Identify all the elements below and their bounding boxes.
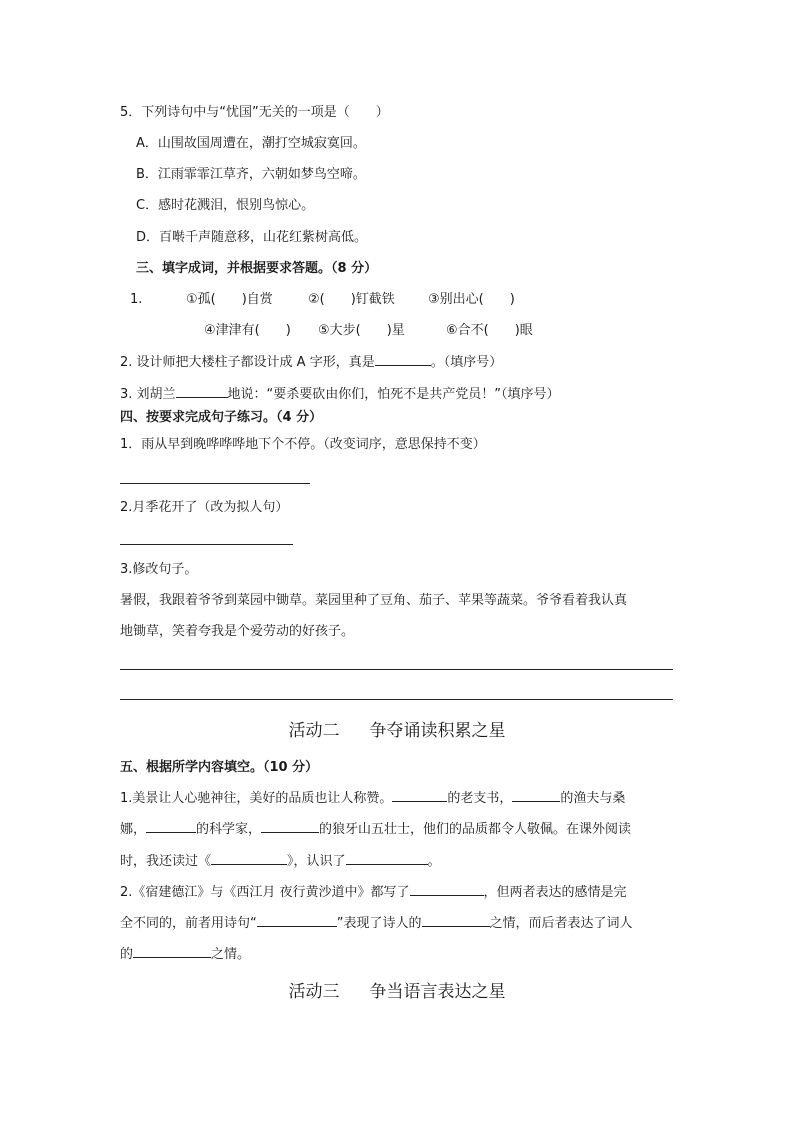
section5-p2-text: 之情，而后者表达了词人 <box>489 916 633 931</box>
answer-blank[interactable] <box>346 852 428 865</box>
answer-line[interactable] <box>120 669 673 670</box>
section5-title: 五、根据所学内容填空。（10 分） <box>120 760 319 775</box>
answer-line[interactable] <box>120 544 293 545</box>
word-item-3: ③别出心( ) <box>428 292 515 307</box>
section3-q2 <box>120 353 502 372</box>
q5-option-d: D．百啭千声随意移，山花红紫树高低。 <box>136 230 368 245</box>
section5-p2-text: 2.《宿建德江》与《西江月 夜行黄沙道中》都写了 <box>120 885 410 900</box>
section4-q1: 1．雨从早到晚哗哗哗地下个不停。（改变词序，意思保持不变） <box>120 437 486 452</box>
answer-blank[interactable] <box>176 385 228 398</box>
answer-blank[interactable] <box>410 883 484 896</box>
word-item-6: ⑥合不( )眼 <box>446 323 533 338</box>
section4-q3-passage-line-1: 暑假，我跟着爷爷到菜园中锄草。菜园里种了豆角、茄子、苹果等蔬菜。爷爷看着我认真 <box>120 593 628 608</box>
section5-p2-line-2 <box>120 914 633 933</box>
activity3-heading <box>0 981 794 1003</box>
answer-blank[interactable] <box>133 945 211 958</box>
section5-p2-text: 之情。 <box>211 947 251 962</box>
section4-q3: 3.修改句子。 <box>120 562 198 577</box>
section5-p1-line-3 <box>120 852 441 871</box>
section5-p1-text: 时，我还读过《 <box>120 854 212 869</box>
answer-line[interactable] <box>120 483 310 484</box>
activity2-title: 争夺诵读积累之星 <box>369 721 506 741</box>
activity2-label: 活动二 <box>288 721 340 741</box>
answer-line[interactable] <box>120 699 673 700</box>
word-item-4: ④津津有( ) <box>204 323 291 338</box>
activity3-title: 争当语言表达之星 <box>369 982 506 1002</box>
answer-blank[interactable] <box>257 914 337 927</box>
section5-p1-line-2 <box>120 820 631 839</box>
section3-q3-suffix: 地说：“要杀要砍由你们，怕死不是共产党员！”（填序号） <box>227 387 560 402</box>
section5-p1-text: 的狼牙山五壮士，他们的品质都令人敬佩。在课外阅读 <box>319 822 632 837</box>
section5-p1-text: 》，认识了 <box>287 854 346 869</box>
answer-blank[interactable] <box>392 789 447 802</box>
section5-p1-line-1 <box>120 789 625 808</box>
answer-blank[interactable] <box>261 820 319 833</box>
section3-q2-suffix: 。（填序号） <box>430 355 503 370</box>
q5-option-a: A．山围故国周遭在，潮打空城寂寞回。 <box>136 136 366 151</box>
section5-p1-text: 的科学家， <box>196 822 262 837</box>
answer-blank[interactable] <box>375 353 431 366</box>
section4-q3-passage-line-2: 地锄草，笑着夸我是个爱劳动的好孩子。 <box>120 624 355 639</box>
section3-q2-text: 2. 设计师把大楼柱子都设计成 A 字形，真是 <box>120 355 375 370</box>
answer-blank[interactable] <box>211 852 287 865</box>
answer-blank[interactable] <box>146 820 196 833</box>
answer-blank[interactable] <box>512 789 560 802</box>
section3-q3-text: 3. 刘胡兰 <box>120 387 176 402</box>
section5-p2-text: 的 <box>120 947 134 962</box>
section5-p1-text: 1.美景让人心驰神往，美好的品质也让人称赞。 <box>120 791 393 806</box>
word-item-1: ①孤( )自赏 <box>186 292 273 307</box>
section5-p2-line-3 <box>120 945 250 964</box>
section4-q2: 2.月季花开了（改为拟人句） <box>120 500 289 515</box>
activity2-heading <box>0 720 794 742</box>
section5-p2-text: 全不同的，前者用诗句“ <box>120 916 257 931</box>
activity3-label: 活动三 <box>288 982 340 1002</box>
q5-option-b: B．江雨霏霏江草齐，六朝如梦鸟空啼。 <box>136 167 366 182</box>
section4-title: 四、按要求完成句子练习。（4 分） <box>120 410 323 425</box>
section3-q1-number: 1. <box>130 292 143 307</box>
q5-stem: 5．下列诗句中与“忧国”无关的一项是（ ） <box>120 105 389 120</box>
section3-q3 <box>120 385 560 404</box>
word-item-2: ②( )钉截铁 <box>308 292 395 307</box>
section5-p2-text: ，但两者表达的感情是完 <box>483 885 627 900</box>
section5-p2-line-1 <box>120 883 627 902</box>
section5-p1-text: 的渔夫与桑 <box>560 791 626 806</box>
section5-p2-text: ”表现了诗人的 <box>336 916 422 931</box>
answer-blank[interactable] <box>422 914 490 927</box>
q5-option-c: C．感时花溅泪，恨别鸟惊心。 <box>136 198 315 213</box>
section5-p1-text: 的老支书， <box>447 791 513 806</box>
section3-title: 三、填字成词，并根据要求答题。（8 分） <box>136 261 378 276</box>
section5-p1-text: 。 <box>427 854 441 869</box>
section5-p1-text: 娜， <box>120 822 147 837</box>
word-item-5: ⑤大步( )星 <box>318 323 405 338</box>
